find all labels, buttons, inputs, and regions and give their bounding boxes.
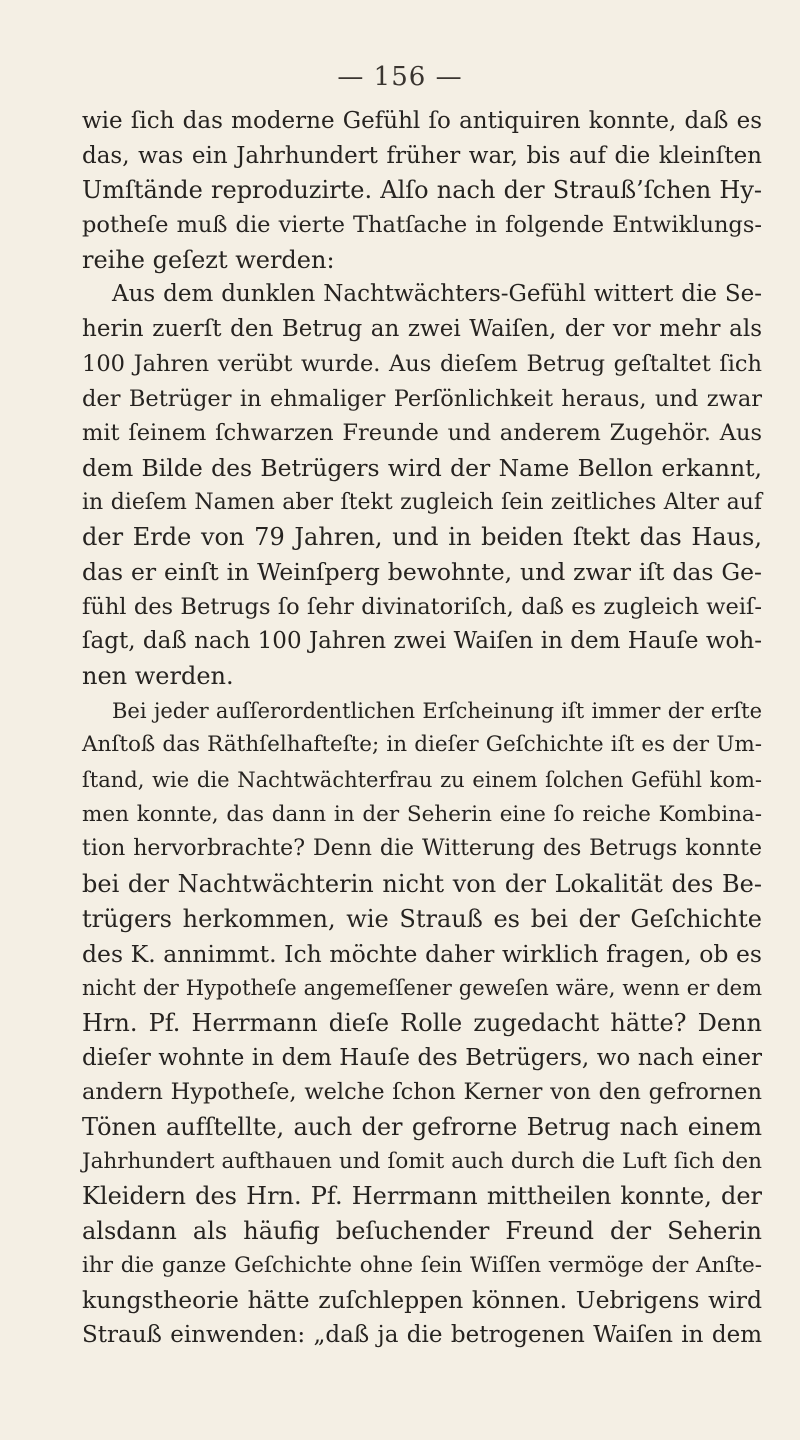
text-line: tion hervorbrachte? Denn die Witterung des Betrugs konnte xyxy=(82,836,762,862)
text-line: Anſtoß das Räthſelhafteſte; in dieſer Geſchichte iſt es der Um- xyxy=(82,732,762,758)
text-line: alsdann als häufig beſuchender Freund der Seherin xyxy=(82,1217,762,1245)
text-line: nicht der Hypotheſe angemeſſener geweſen wäre, wenn er dem xyxy=(82,976,762,1001)
text-body xyxy=(82,104,762,1353)
text-line: das, was ein Jahrhundert früher war, bis auf die kleinſten xyxy=(82,142,762,169)
text-line: Bei jeder auſſerordentlichen Erſcheinung iſt immer der erſte xyxy=(112,698,762,723)
page-number: — 156 — xyxy=(337,62,463,92)
text-line: kungstheorie hätte zuſchleppen können. Uebrigens wird xyxy=(82,1286,762,1315)
text-line: reihe geſezt werden: xyxy=(82,245,335,274)
text-line: Tönen aufſtellte, auch der gefrorne Betrug nach einem xyxy=(82,1112,762,1141)
text-line: des K. annimmt. Ich möchte daher wirklich fragen, ob es xyxy=(82,939,762,968)
text-line: herin zuerſt den Betrug an zwei Waiſen, der vor mehr als xyxy=(82,316,762,343)
text-line: ihr die ganze Geſchichte ohne ſein Wiſſen vermöge der Anſte- xyxy=(82,1252,762,1278)
text-line: wie ſich das moderne Gefühl ſo antiquiren konnte, daß es xyxy=(82,108,762,134)
text-line: ſtand, wie die Nachtwächterfrau zu einem ſolchen Gefühl kom- xyxy=(82,768,762,793)
text-line: ſagt, daß nach 100 Jahren zwei Waiſen in dem Hauſe woh- xyxy=(82,628,762,655)
text-line: dem Bilde des Betrügers wird der Name Bellon erkannt, xyxy=(82,453,762,482)
text-line: nen werden. xyxy=(82,662,234,690)
text-line: trügers herkommen, wie Strauß es bei der Geſchichte xyxy=(82,904,762,933)
text-line: fühl des Betrugs ſo ſehr divinatoriſch, daß es zugleich weiſ- xyxy=(82,593,762,620)
text-line: Umſtände reproduzirte. Alſo nach der Strauß’ſchen Hy- xyxy=(82,176,762,205)
text-line: in dieſem Namen aber ſtekt zugleich ſein zeitliches Alter auf xyxy=(82,489,762,515)
text-line: Aus dem dunklen Nachtwächters-Gefühl wittert die Se- xyxy=(112,281,762,308)
text-line: Hrn. Pf. Herrmann dieſe Rolle zugedacht hätte? Denn xyxy=(82,1008,762,1037)
text-line: der Betrüger in ehmaliger Perſönlichkeit heraus, und zwar xyxy=(82,385,762,412)
text-line: Jahrhundert aufthauen und ſomit auch durch die Luft ſich den xyxy=(82,1148,762,1174)
text-line: potheſe muß die vierte Thatſache in folgende Entwiklungs- xyxy=(82,212,762,239)
text-line: der Erde von 79 Jahren, und in beiden ſtekt das Haus, xyxy=(82,523,762,552)
text-line: bei der Nachtwächterin nicht von der Lokalität des Be- xyxy=(82,870,762,899)
text-line: andern Hypotheſe, welche ſchon Kerner von den gefrornen xyxy=(82,1079,762,1106)
text-line: Kleidern des Hrn. Pf. Herrmann mittheilen konnte, der xyxy=(82,1182,762,1211)
text-line: mit ſeinem ſchwarzen Freunde und anderem Zugehör. Aus xyxy=(82,420,762,447)
text-line: 100 Jahren verübt wurde. Aus dieſem Betrug geſtaltet ſich xyxy=(82,350,762,377)
text-line: dieſer wohnte in dem Hauſe des Betrügers, wo nach einer xyxy=(82,1044,762,1071)
text-line: men konnte, das dann in der Seherin eine ſo reiche Kombina- xyxy=(82,801,762,827)
text-line: Strauß einwenden: „daß ja die betrogenen Waiſen in dem xyxy=(82,1322,762,1349)
text-line: das er einſt in Weinſperg bewohnte, und zwar iſt das Ge- xyxy=(82,557,762,586)
